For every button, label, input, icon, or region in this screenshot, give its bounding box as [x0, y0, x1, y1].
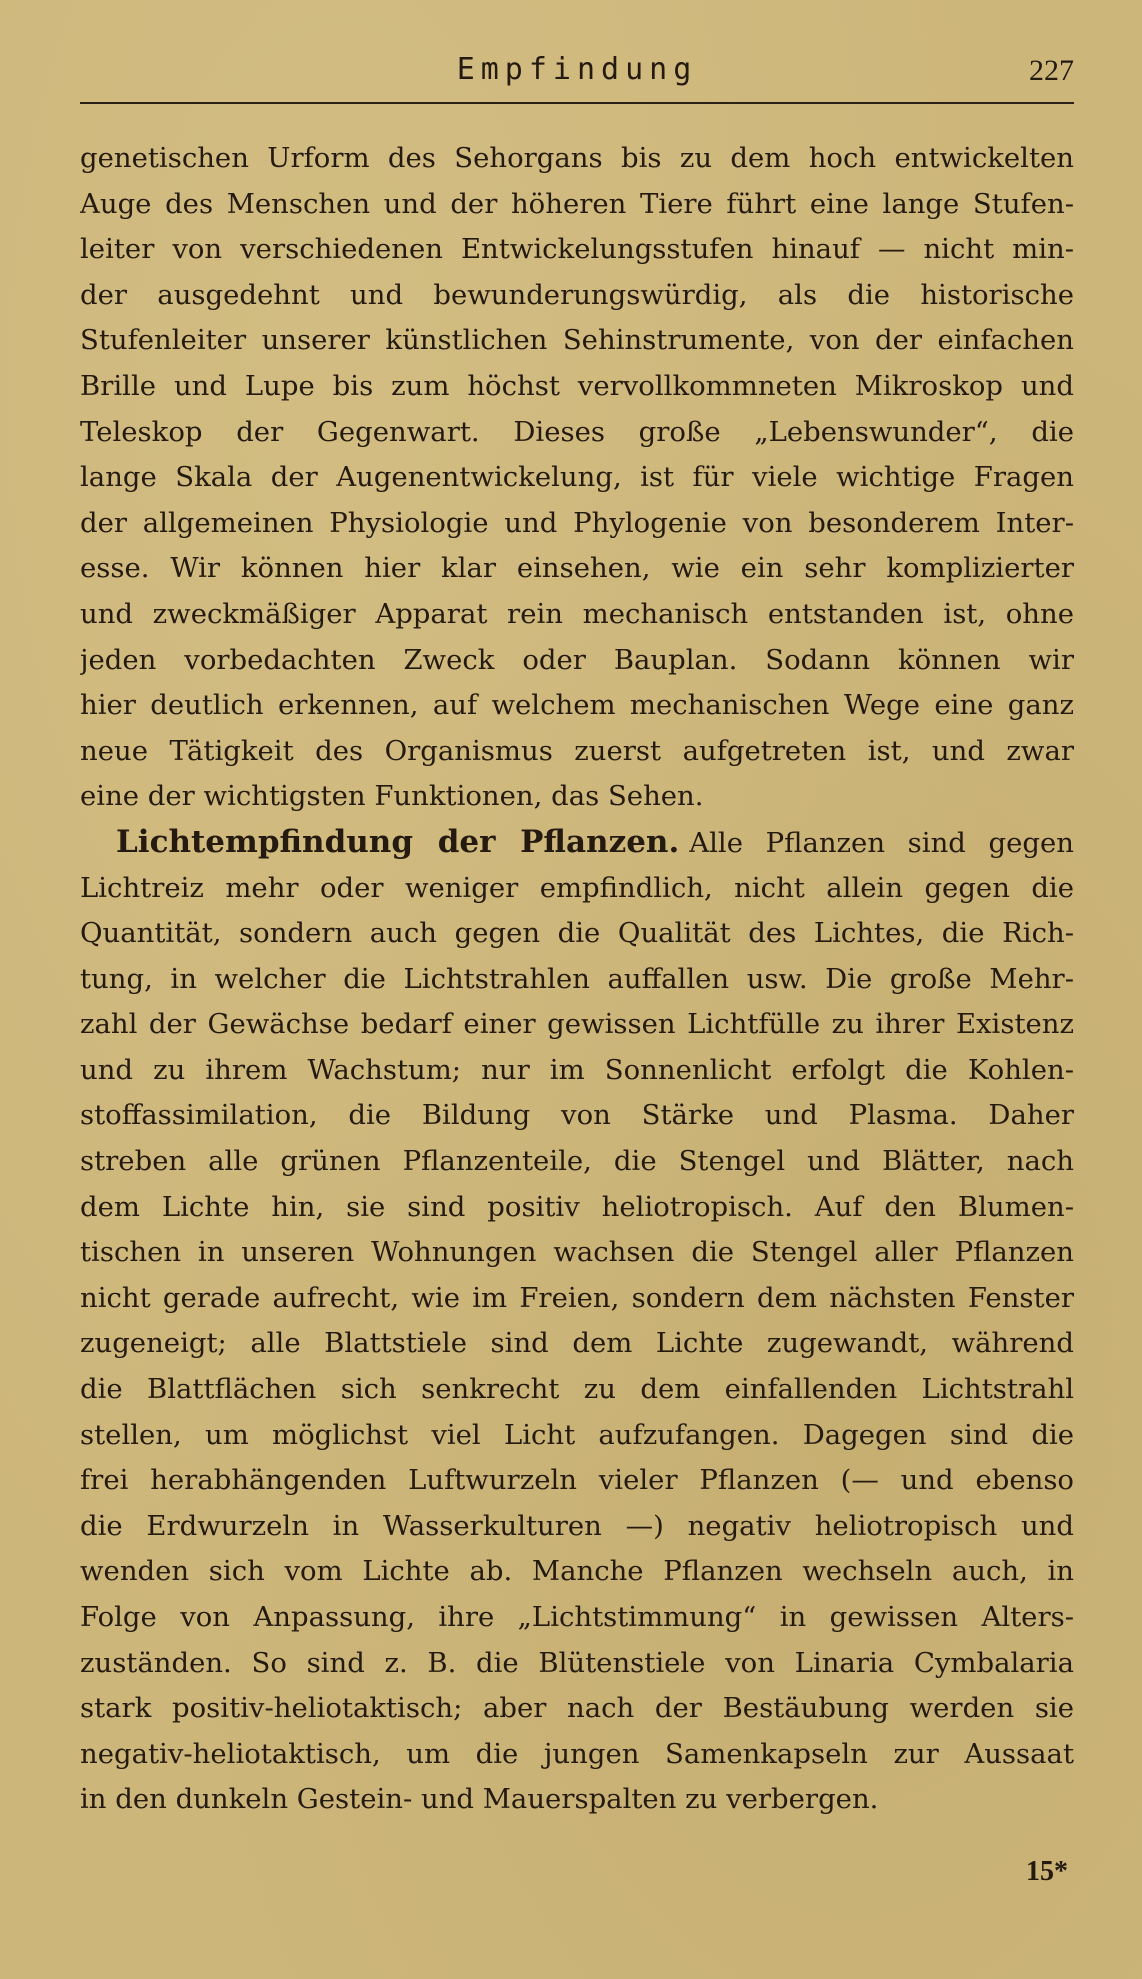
text-line: neue Tätigkeit des Organismus zuerst aufgetreten ist, und zwar [80, 734, 1074, 767]
text-line: lange Skala der Augenentwickelung, ist für viele wichtige Fragen [80, 461, 1074, 494]
text-line: der ausgedehnt und bewunderungswürdig, als die historische [80, 278, 1074, 311]
text-line: dem Lichte hin, sie sind positiv heliotropisch. Auf den Blumen- [80, 1190, 1074, 1223]
text-line: negativ-heliotaktisch, um die jungen Samenkapseln zur Aussaat [80, 1737, 1074, 1770]
text-line: Brille und Lupe bis zum höchst vervollkommneten Mikroskop und [80, 369, 1074, 402]
text-line: zuständen. So sind z. B. die Blütenstiele von Linaria Cymbalaria [80, 1646, 1074, 1679]
text-line: stark positiv-heliotaktisch; aber nach der Bestäubung werden sie [80, 1692, 1074, 1725]
heading-line [80, 820, 1074, 866]
text-line: streben alle grünen Pflanzenteile, die Stengel und Blätter, nach [80, 1145, 1074, 1178]
running-head: Empfindung [456, 52, 698, 87]
text-line: genetischen Urform des Sehorgans bis zu dem hoch entwickelten [80, 142, 1074, 174]
text-line: tischen in unseren Wohnungen wachsen die Stengel aller Pflanzen [80, 1236, 1074, 1269]
text-line: in den dunkeln Gestein- und Mauerspalten zu verbergen. [80, 1783, 879, 1816]
text-line: esse. Wir können hier klar einsehen, wie ein sehr komplizierter [80, 552, 1074, 585]
page-number: 227 [1029, 54, 1074, 87]
text-line: stoffassimilation, die Bildung von Stärke und Plasma. Daher [80, 1099, 1074, 1132]
text-run: Alle Pflanzen sind gegen [689, 826, 1074, 859]
text-line: stellen, um möglichst viel Licht aufzufangen. Dagegen sind die [80, 1418, 1074, 1451]
text-line: der allgemeinen Physiologie und Phylogenie von besonderem Inter- [80, 506, 1074, 539]
text-line: leiter von verschiedenen Entwickelungsstufen hinauf — nicht min- [80, 233, 1074, 266]
text-line: und zu ihrem Wachstum; nur im Sonnenlicht erfolgt die Kohlen- [80, 1053, 1074, 1086]
section-heading: Lichtempfindung der Pflanzen. [116, 823, 680, 860]
text-line: die Blattflächen sich senkrecht zu dem einfallenden Lichtstrahl [80, 1373, 1074, 1406]
text-line: zahl der Gewächse bedarf einer gewissen Lichtfülle zu ihrer Existenz [80, 1008, 1074, 1041]
text-line: tung, in welcher die Lichtstrahlen auffallen usw. Die große Mehr- [80, 962, 1074, 995]
text-line: und zweckmäßiger Apparat rein mechanisch entstanden ist, ohne [80, 597, 1074, 630]
text-line: Stufenleiter unserer künstlichen Sehinstrumente, von der einfachen [80, 324, 1074, 357]
book-page [80, 50, 1074, 1950]
text-line: Folge von Anpassung, ihre „Lichtstimmung“ in gewissen Alters- [80, 1601, 1074, 1633]
text-line: Lichtreiz mehr oder weniger empfindlich, nicht allein gegen die [80, 871, 1074, 904]
text-line: Teleskop der Gegenwart. Dieses große „Lebenswunder“, die [80, 415, 1074, 448]
signature-mark: 15* [1026, 1856, 1068, 1887]
text-line: frei herabhängenden Luftwurzeln vieler Pflanzen (— und ebenso [80, 1464, 1074, 1497]
text-line: die Erdwurzeln in Wasserkulturen —) negativ heliotropisch und [80, 1509, 1074, 1542]
text-line: hier deutlich erkennen, auf welchem mechanischen Wege eine ganz [80, 689, 1074, 722]
page-header [80, 50, 1074, 104]
text-line: zugeneigt; alle Blattstiele sind dem Lichte zugewandt, während [80, 1327, 1074, 1360]
text-line: jeden vorbedachten Zweck oder Bauplan. Sodann können wir [80, 643, 1074, 676]
text-line: eine der wichtigsten Funktionen, das Sehen. [80, 780, 704, 813]
text-line: wenden sich vom Lichte ab. Manche Pflanzen wechseln auch, in [80, 1555, 1074, 1588]
body-text [80, 136, 1074, 1823]
text-line: Auge des Menschen und der höheren Tiere führt eine lange Stufen- [80, 187, 1074, 220]
text-line: Quantität, sondern auch gegen die Qualität des Lichtes, die Rich- [80, 917, 1074, 950]
text-line: nicht gerade aufrecht, wie im Freien, sondern dem nächsten Fenster [80, 1281, 1074, 1314]
